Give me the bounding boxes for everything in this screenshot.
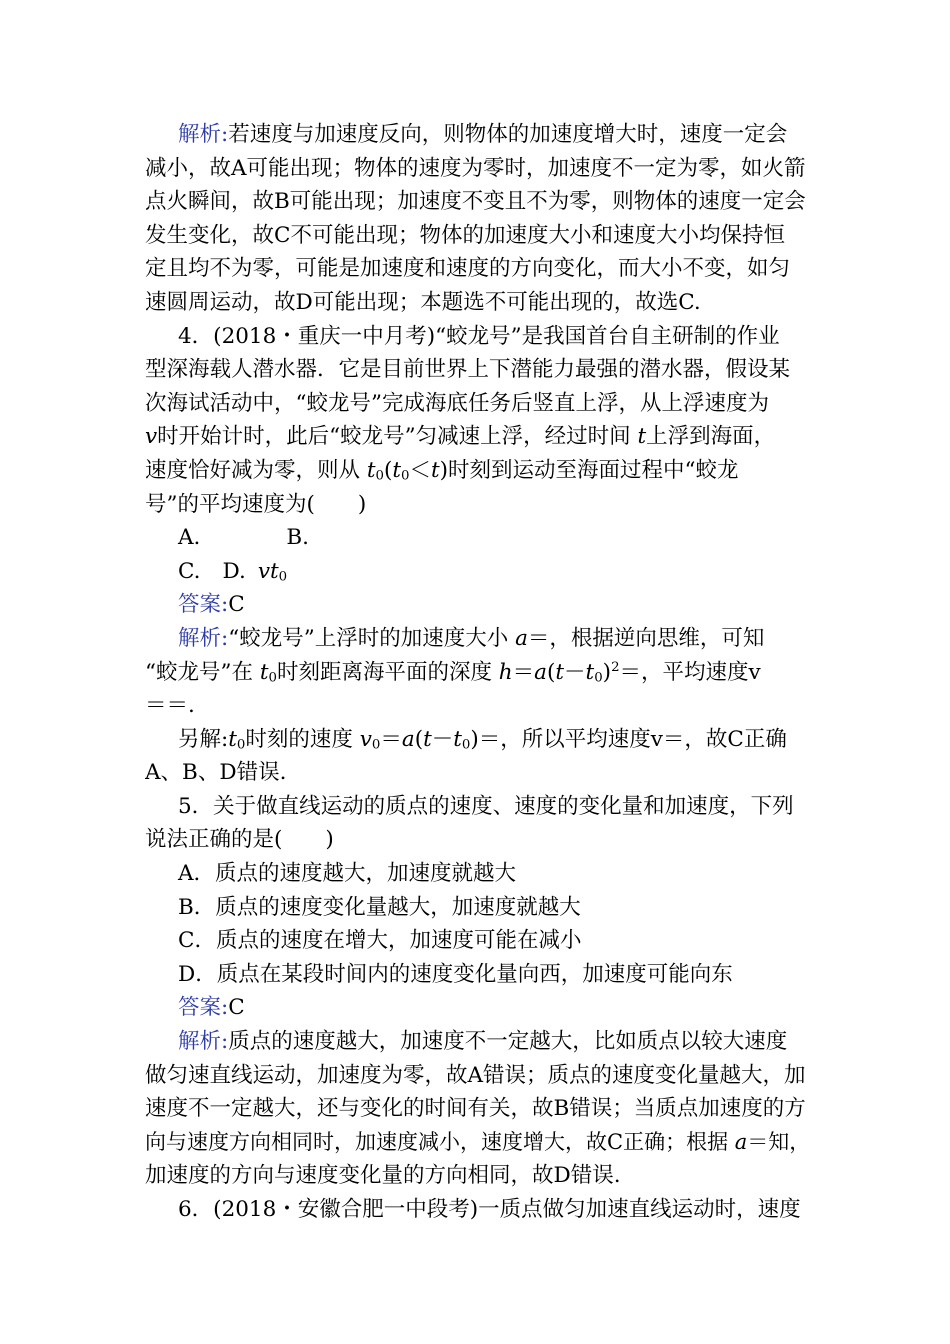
answer-label: 答案: [178, 995, 229, 1021]
q3-analysis-line-5: 定且均不为零，可能是加速度和速度的方向变化，而大小不变，如匀 [145, 256, 791, 282]
q5-analysis-line-2: 做匀速直线运动，加速度为零，故A错误；质点的速度变化量越大，加 [145, 1062, 806, 1088]
q6-stem-line-1: 6．(2018・安徽合肥一中段考)一质点做匀加速直线运动时，速度 [178, 1197, 801, 1222]
q5-analysis-line-3: 速度不一定越大，还与变化的时间有关，故B错误；当质点加速度的方 [145, 1096, 806, 1122]
q4-option-a: A. [178, 525, 201, 551]
q4-stem-line-3: 次海试活动中，“蛟龙号”完成海底任务后竖直上浮，从上浮速度为 [145, 390, 769, 416]
q4-analysis-line-3: ＝＝. [145, 693, 195, 719]
q4-option-b: B. [286, 525, 310, 551]
q3-analysis-line-6: 速圆周运动，故D可能出现；本题选不可能出现的，故选C. [145, 289, 701, 315]
q4-stem-line-1: 4．(2018・重庆一中月考)“蛟龙号”是我国首台自主研制的作业 [178, 323, 780, 349]
q3-analysis-line-4: 发生变化，故C不可能出现；物体的加速度大小和速度大小均保持恒 [145, 222, 785, 248]
q5-analysis-line-1: 解析:质点的速度越大，加速度不一定越大，比如质点以较大速度 [178, 1029, 788, 1055]
q4-stem-line-4: v时开始计时，此后“蛟龙号”匀减速上浮，经过时间 t上浮到海面， [145, 424, 776, 450]
alt-analysis-label: 另解: [178, 726, 229, 752]
q4-stem-line-6: 号”的平均速度为( ) [145, 491, 367, 517]
q4-analysis-line-2: “蛟龙号”在 $t_0$时刻距离海平面的深度 $h=a(t-t_0)^2=$，平均速度v [145, 659, 761, 686]
q4-options-ab [145, 521, 810, 555]
answer-label: 答案: [178, 592, 229, 618]
document-page [145, 118, 810, 1227]
q4-alt-analysis-line-1: 另解$:t_0$时刻的速度 $v_0=a(t-t_0)=$，所以平均速度v＝，故C正确 [178, 726, 787, 753]
analysis-label: 解析: [178, 625, 229, 651]
q3-analysis-line-2: 减小，故A可能出现；物体的速度为零时，加速度不一定为零，如火箭 [145, 155, 806, 181]
q5-option-d: D．质点在某段时间内的速度变化量向西，加速度可能向东 [178, 961, 733, 987]
q5-option-b: B．质点的速度变化量越大，加速度就越大 [178, 894, 581, 920]
q5-option-c: C．质点的速度在增大，加速度可能在减小 [178, 928, 582, 954]
q5-analysis-line-5: 加速度的方向与速度变化量的方向相同，故D错误. [145, 1163, 621, 1189]
q4-answer: 答案:C [178, 592, 245, 618]
q4-analysis-line-1: 解析:“蛟龙号”上浮时的加速度大小 a＝，根据逆向思维，可知 [178, 625, 765, 651]
q4-stem-line-2: 型深海载人潜水器．它是目前世界上下潜能力最强的潜水器，假设某 [145, 357, 791, 383]
analysis-label: 解析: [178, 122, 229, 147]
q4-options-cd: C. D. $vt_0$ [178, 558, 288, 585]
q4-option-d: D. [222, 558, 246, 584]
q5-analysis-line-4: 向与速度方向相同时，加速度减小，速度增大，故C正确；根据 a＝知， [145, 1129, 810, 1154]
q4-alt-analysis-line-2: A、B、D错误. [145, 760, 287, 786]
q5-stem-line-1: 5．关于做直线运动的质点的速度、速度的变化量和加速度，下列 [178, 793, 794, 819]
q3-analysis-line-1: 解析:若速度与加速度反向，则物体的加速度增大时，速度一定会 [178, 122, 788, 147]
q4-stem-line-5: 速度恰好减为零，则从 $t_0(t_0<t)$时刻到运动至海面过程中“蛟龙 [145, 457, 739, 484]
q5-stem-line-2: 说法正确的是( ) [145, 827, 334, 853]
q3-analysis-line-3: 点火瞬间，故B可能出现；加速度不变且不为零，则物体的速度一定会 [145, 189, 806, 215]
q4-option-c: C. [178, 558, 201, 584]
q5-answer: 答案:C [178, 995, 245, 1021]
analysis-label: 解析: [178, 1029, 229, 1055]
q5-option-a: A．质点的速度越大，加速度就越大 [178, 861, 517, 887]
